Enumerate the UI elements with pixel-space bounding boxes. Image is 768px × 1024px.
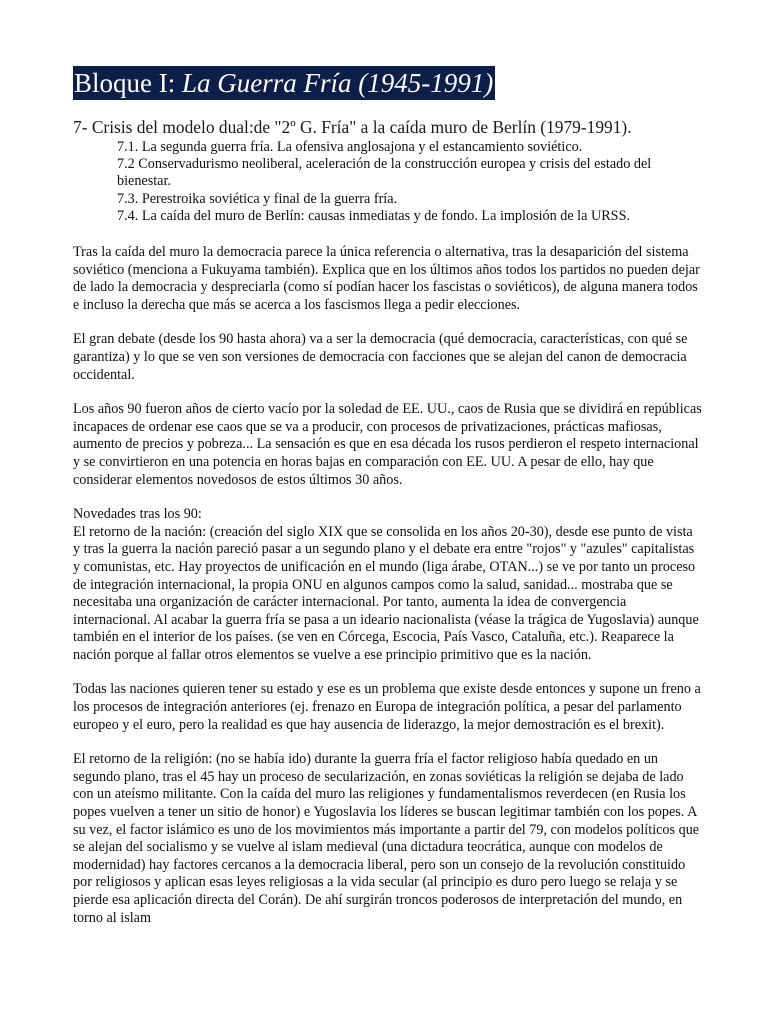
subsection-item: 7.3. Perestroika soviética y final de la guerra fría. bbox=[117, 190, 398, 207]
subsection-item: 7.1. La segunda guerra fría. La ofensiva anglosajona y el estancamiento soviético. bbox=[117, 139, 583, 155]
paragraph: El gran debate (desde los 90 hasta ahora) va a ser la democracia (qué democracia, características, con qué se garantiza) y lo que se ven son versiones de democracia con facciones que se alejan del canon de democracia occidental. bbox=[73, 331, 688, 383]
subsection-item: 7.2 Conservadurismo neoliberal, aceleración de la construcción europea y crisis del estado del bienestar. bbox=[117, 156, 652, 190]
section-heading: 7- Crisis del modelo dual:de "2º G. Fría" a la caída muro de Berlín (1979-1991). bbox=[73, 117, 632, 137]
paragraph-label: Novedades tras los 90: bbox=[73, 506, 202, 523]
title-prefix: Bloque I: bbox=[74, 68, 182, 98]
title-italic: La Guerra Fría (1945-1991) bbox=[182, 68, 494, 98]
paragraph: El retorno de la nación: (creación del siglo XIX que se consolida en los años 20-30), desde ese punto de vista y tras la guerra la nación pareció pasar a un segundo plano y el debate era entre "rojos" y "azules" capitalistas y comunistas, etc. Hay proyectos de unificación en el mundo (liga árabe, OTAN...) se ve por tanto un proceso de integración internacional, la propia ONU en algunos campos como la salud, sanidad... mostraba que se necesitaba una organización de carácter internacional. Por tanto, aumenta la idea de convergencia internacional. Al acabar la guerra fría se pasa a un ideario nacionalista (véase la trágica de Yugoslavia) aunque también en el interior de los países. (se ven en Córcega, Escocia, País Vasco, Cataluña, etc.). Reaparece la nación porque al fallar otros elementos se vuelve a ese principio primitivo que es la nación. bbox=[73, 523, 699, 663]
document-page bbox=[73, 66, 703, 927]
subsection-list bbox=[117, 139, 703, 225]
subsection-item: 7.4. La caída del muro de Berlín: causas inmediatas y de fondo. La implosión de la URSS. bbox=[117, 207, 631, 224]
paragraph: El retorno de la religión: (no se había ido) durante la guerra fría el factor religioso había quedado en un segundo plano, tras el 45 hay un proceso de secularización, en zonas soviéticas la religión se dejaba de lado con un ateísmo militante. Con la caída del muro las religiones y fundamentalismos reverdecen (en Rusia los popes vuelven a tener un sitio de honor) e Yugoslavia los líderes se buscan legitimar también con los popes. A su vez, el factor islámico es uno de los movimientos más importante a partir del 79, con modelos políticos que se alejan del socialismo y se vuelve al islam medieval (una dictadura teocrática, aunque con modelos de modernidad) hay factores cercanos a la democracia liberal, pero son un consejo de la revolución constituido por religiosos y aplican esas leyes religiosas a la vida secular (al principio es duro pero luego se relaja y se pierde esa aplicación directa del Corán). De ahí surgirán troncos poderosos de interpretación del mundo, en torno al islam bbox=[73, 751, 700, 926]
paragraph: Tras la caída del muro la democracia parece la única referencia o alternativa, tras la desaparición del sistema soviético (menciona a Fukuyama también). Explica que en los últimos años todos los partidos no pueden dejar de lado la democracia y despreciarla (como sí podían hacer los fascistas o soviéticos), de alguna manera todos e incluso la derecha que más se acerca a los fascismos llega a pedir elecciones. bbox=[73, 244, 700, 313]
paragraph: Todas las naciones quieren tener su estado y ese es un problema que existe desde entonces y supone un freno a los procesos de integración anteriores (ej. frenazo en Europa de integración política, a pesar del parlamento europeo y el euro, pero la realidad es que hay ausencia de liderazgo, la mejor demostración es el brexit). bbox=[73, 681, 701, 733]
document-title bbox=[73, 66, 495, 100]
paragraph: Los años 90 fueron años de cierto vacío por la soledad de EE. UU., caos de Rusia que se dividirá en repúblicas incapaces de ordenar ese caos que se va a producir, con procesos de privatizaciones, prácticas mafiosas, aumento de precios y pobreza... La sensación es que en esa década los rusos perdieron el respeto internacional y se convirtieron en una potencia en horas bajas en comparación con EE. UU. A pesar de ello, hay que considerar elementos novedosos de estos últimos 30 años. bbox=[73, 401, 702, 488]
